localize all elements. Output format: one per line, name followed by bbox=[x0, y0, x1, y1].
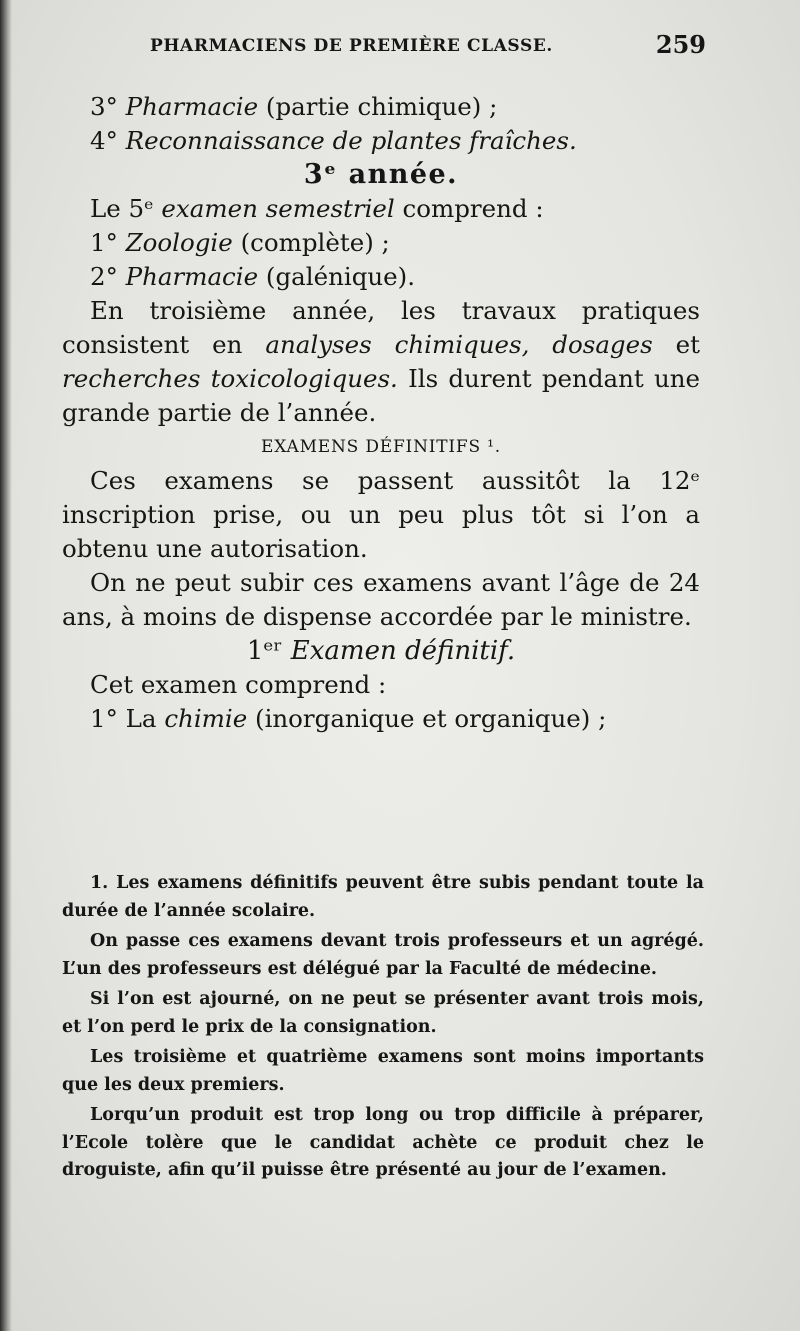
first-exam-title bbox=[62, 634, 700, 668]
item-subject: Pharmacie bbox=[125, 262, 259, 291]
list-item bbox=[62, 260, 700, 294]
item-subject: Reconnaissance de plantes fraîches. bbox=[125, 126, 577, 155]
item-detail: (complète) ; bbox=[232, 228, 390, 257]
book-spine-shadow bbox=[0, 0, 12, 1331]
item-detail: (galénique). bbox=[258, 262, 416, 291]
running-header bbox=[150, 30, 706, 59]
footnote-paragraph: On passe ces examens devant trois professeurs et un agrégé. L’un des professeurs est délégué par la Faculté de médecine. bbox=[62, 931, 704, 979]
paragraph-text: En troisième année, les travaux pratiques consistent en bbox=[62, 296, 700, 359]
item-detail: (partie chimique) ; bbox=[258, 92, 498, 121]
paragraph-emphasis: analyses chimiques, dosages bbox=[265, 330, 653, 359]
section-title-third-year: 3ᵉ année. bbox=[303, 159, 459, 190]
intro-text: comprend : bbox=[394, 194, 544, 223]
list-item bbox=[62, 124, 700, 158]
intro-text: Le 5ᵉ bbox=[90, 194, 162, 223]
item-detail: (inorganique et organique) ; bbox=[247, 704, 607, 733]
list-item bbox=[62, 702, 700, 736]
paragraph-age: On ne peut subir ces examens avant l’âge de 24 ans, à moins de dispense accordée par le ministre. bbox=[62, 568, 700, 631]
item-number: 3° bbox=[90, 92, 118, 121]
exam-intro: Cet examen comprend : bbox=[90, 670, 387, 699]
footnote-paragraph: Les troisième et quatrième examens sont moins importants que les deux premiers. bbox=[62, 1047, 704, 1095]
item-subject: chimie bbox=[164, 704, 248, 733]
section-intro bbox=[62, 192, 700, 226]
paragraph-practical-work bbox=[62, 294, 700, 430]
item-subject: Pharmacie bbox=[125, 92, 259, 121]
list-item bbox=[62, 226, 700, 260]
footnotes bbox=[62, 870, 704, 1188]
paragraph-text: et bbox=[652, 330, 700, 359]
item-number: 4° bbox=[90, 126, 118, 155]
section-heading-definitive-exams: EXAMENS DÉFINITIFS ¹. bbox=[261, 437, 501, 457]
footnote-paragraph: 1. Les examens définitifs peuvent être subis pendant toute la durée de l’année scolaire. bbox=[62, 873, 704, 921]
page-body bbox=[62, 90, 700, 736]
intro-emphasis: examen semestriel bbox=[161, 194, 395, 223]
item-subject: Zoologie bbox=[125, 228, 233, 257]
footnote-paragraph: Si l’on est ajourné, on ne peut se présenter avant trois mois, et l’on perd le prix de la consignation. bbox=[62, 989, 704, 1037]
exam-title: Examen définitif. bbox=[290, 636, 516, 666]
paragraph-timing: Ces examens se passent aussitôt la 12ᵉ inscription prise, ou un peu plus tôt si l’on a obtenu une autorisation. bbox=[62, 466, 700, 563]
item-text: La bbox=[125, 704, 165, 733]
item-number: 1° bbox=[90, 228, 118, 257]
exam-number: 1ᵉʳ bbox=[246, 636, 283, 666]
footnote-paragraph: Lorqu’un produit est trop long ou trop difficile à préparer, l’Ecole tolère que le candidat achète ce produit chez le droguiste, afin qu’il puisse être présenté au jour de l’examen. bbox=[62, 1105, 704, 1180]
item-number: 1° bbox=[90, 704, 118, 733]
running-title: PHARMACIENS DE PREMIÈRE CLASSE. bbox=[150, 36, 553, 56]
list-item bbox=[62, 90, 700, 124]
paragraph-emphasis: recherches toxicologiques. bbox=[62, 364, 398, 393]
paragraph-text: Ils durent pendant une grande partie de l’année. bbox=[62, 364, 701, 427]
page-number: 259 bbox=[655, 30, 706, 59]
item-number: 2° bbox=[90, 262, 118, 291]
